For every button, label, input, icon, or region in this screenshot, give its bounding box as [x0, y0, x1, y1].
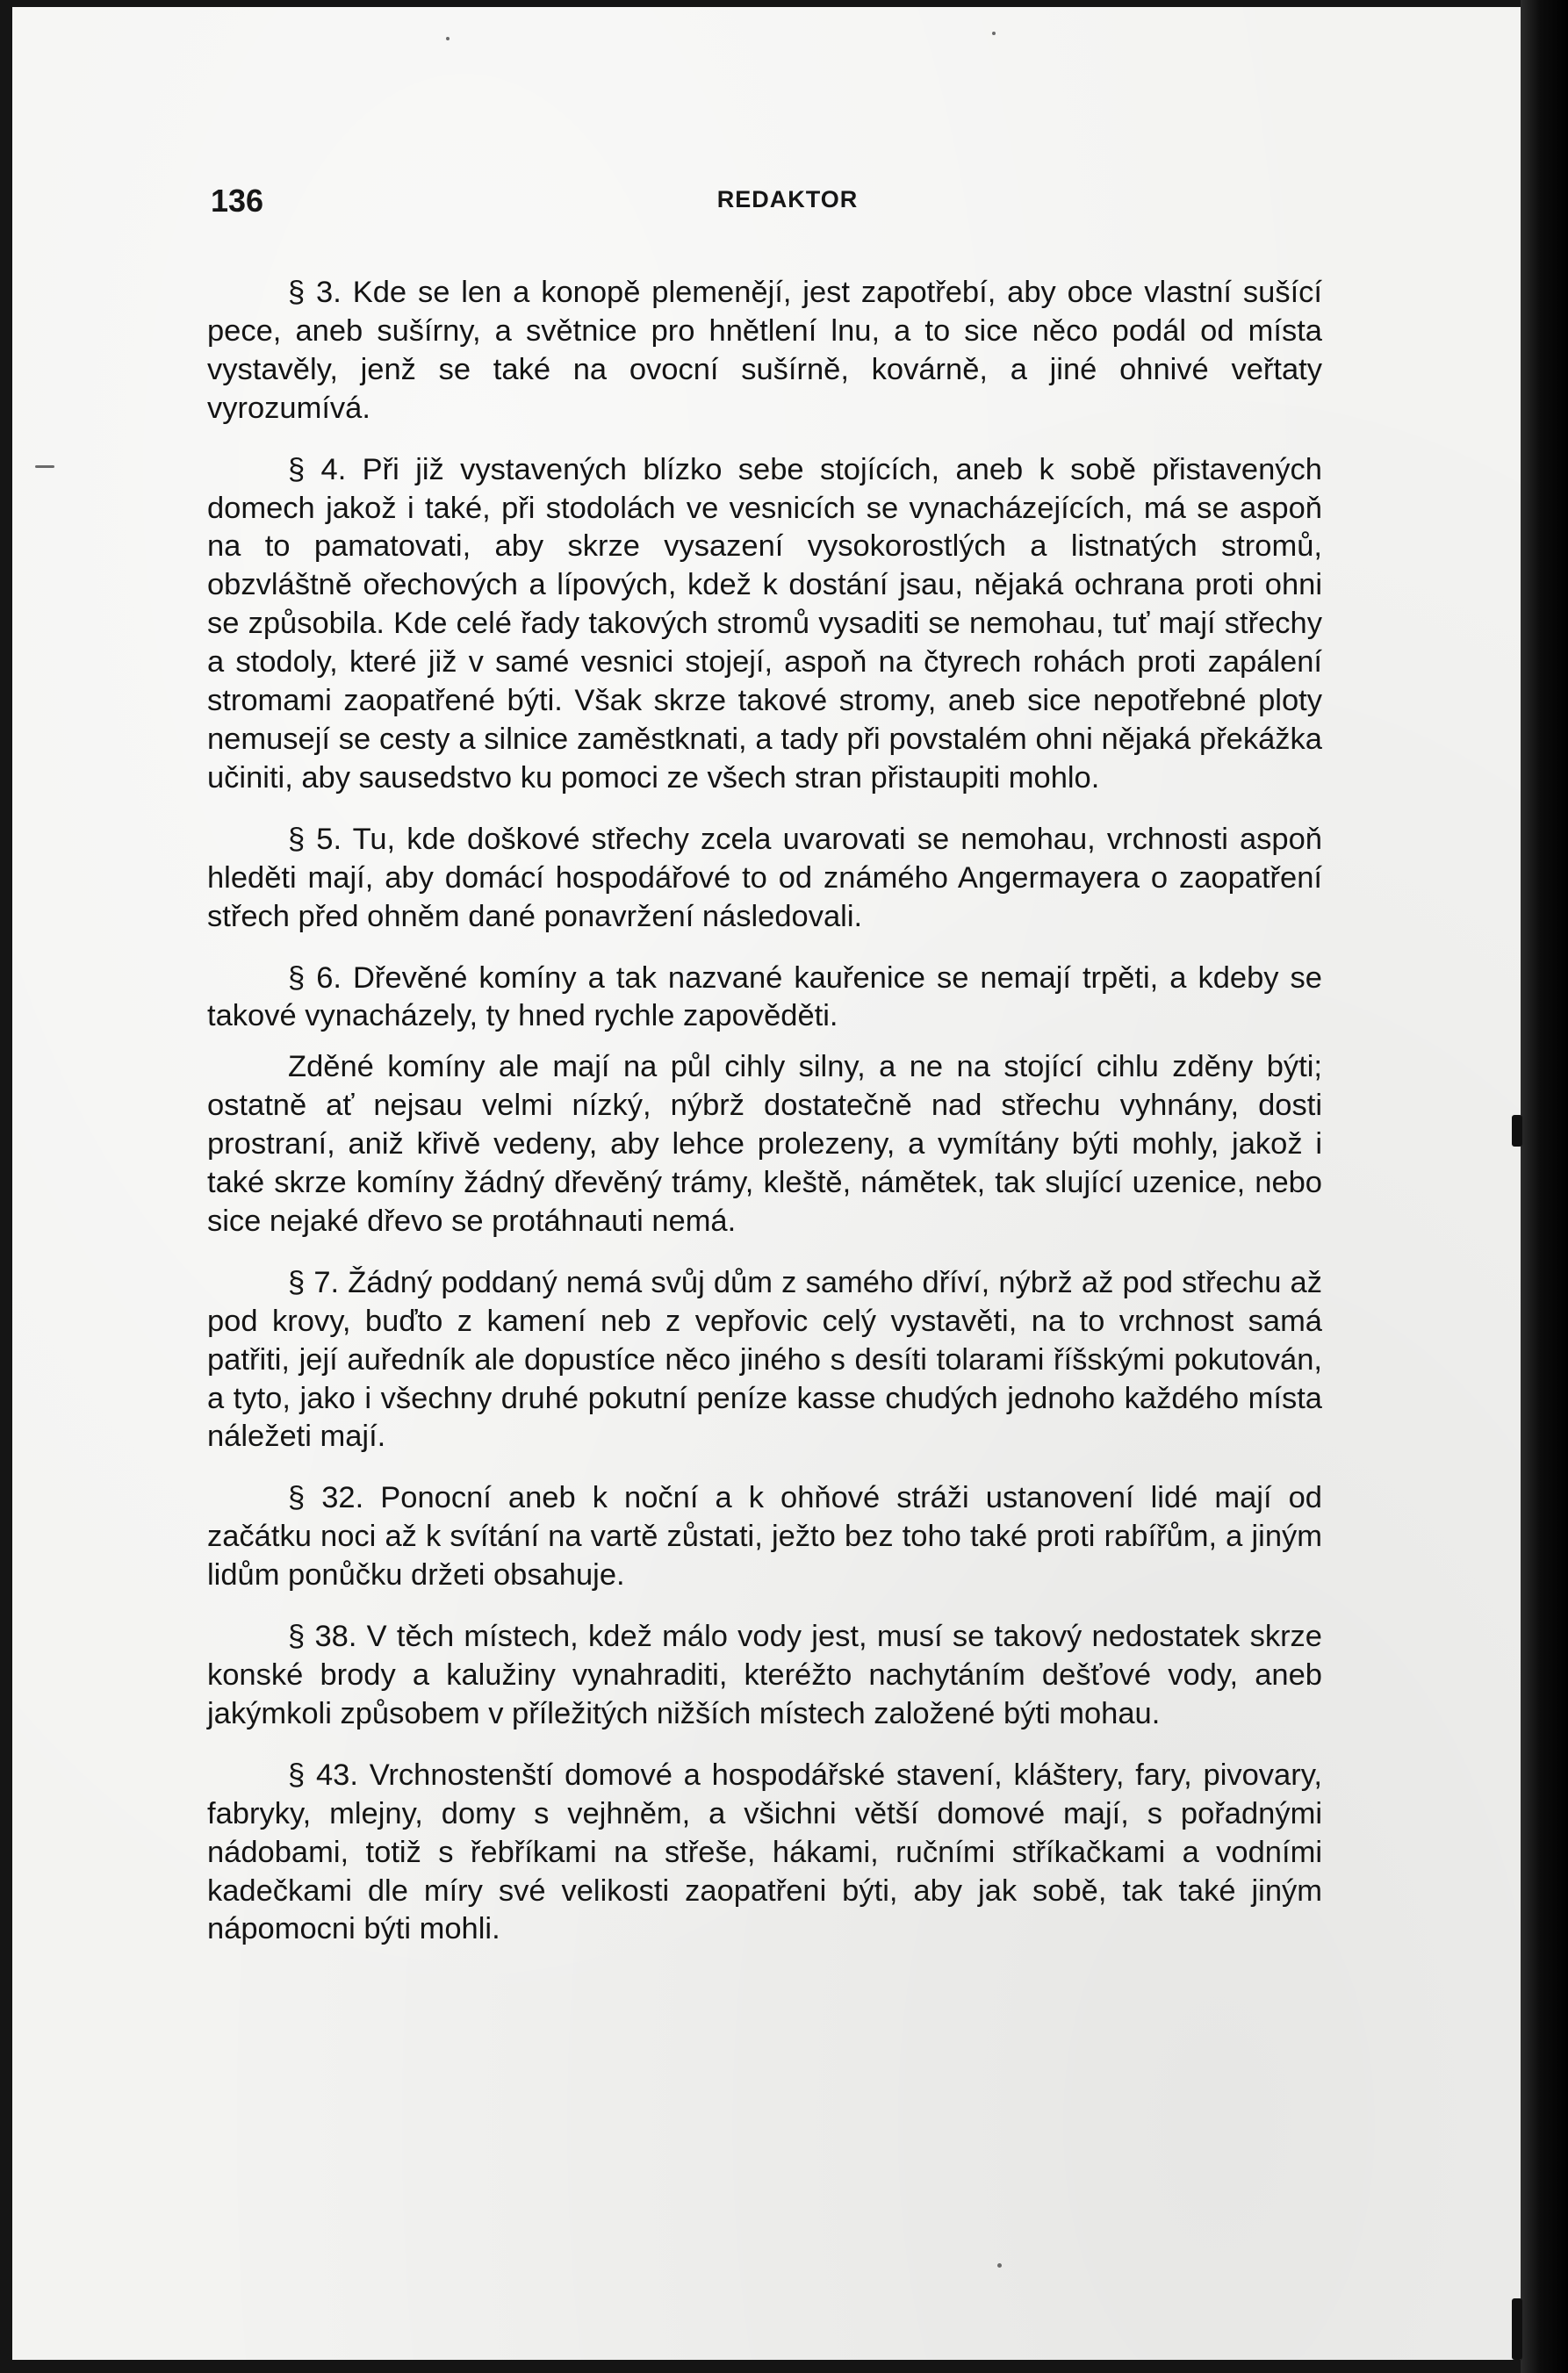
- binding-mark: [1512, 1115, 1522, 1147]
- paper-speck: [992, 32, 996, 35]
- paper-speck: [446, 37, 450, 40]
- page-number: 136: [211, 183, 264, 219]
- paragraph-section-3: § 3. Kde se len a konopě plemenějí, jest zapotřebí, aby obce vlastní sušící pece, aneb sušírny, a světnice pro hnětlení lnu, a to sice něco podál od místa vystavěly, jenž se také na ovocní sušírně, kovárně, a jiné ohnivé veřtaty vyrozumívá.: [207, 276, 1322, 425]
- running-header: [211, 183, 1334, 218]
- paragraph-section-38: § 38. V těch místech, kdež málo vody jest, musí se takový nedostatek skrze konské brody a kalužiny vynahraditi, kteréžto nachytáním dešťové vody, aneb jakýmkoli způsobem v příležitých nižších místech založené býti mohau.: [207, 1620, 1322, 1730]
- paragraph-section-6: § 6. Dřevěné komíny a tak nazvané kauřenice se nemají trpěti, a kdeby se takové vynacházely, ty hned rychle zapověděti.: [207, 960, 1322, 1033]
- scan-dark-edge: [1521, 0, 1568, 2373]
- paragraph-section-5: § 5. Tu, kde doškové střechy zcela uvarovati se nemohau, vrchnosti aspoň hleděti mají, aby domácí hospodářové to od známého Angermayera o zaopatření střech před ohněm dané ponavržení následovali.: [207, 822, 1322, 933]
- running-title: REDAKTOR: [716, 186, 859, 212]
- paragraph-section-43: § 43. Vrchnostenští domové a hospodářské stavení, kláštery, fary, pivovary, fabryky, mlejny, domy s vejhněm, a všichni větší domové mají, s pořadnými nádobami, totiž s řebříkami na střeše, hákami, ručními stříkačkami a vodními kadečkami dle míry své velikosti zaopatřeni býti, aby jak sobě, tak také jiným nápomocni býti mohli.: [207, 1758, 1322, 1946]
- paper-speck: [35, 465, 54, 468]
- paragraph-section-32: § 32. Ponocní aneb k noční a k ohňové stráži ustanovení lidé mají od začátku noci až k svítání na vartě zůstati, ježto bez toho také proti rabířům, a jiným lidům ponůčku držeti obsahuje.: [207, 1481, 1322, 1593]
- binding-mark: [1512, 2298, 1522, 2360]
- paragraph-section-7: § 7. Žádný poddaný nemá svůj dům z samého dříví, nýbrž až pod střechu až pod krovy, buďto z kamení neb z vepřovic celý vystavěti, na to vrchnost samá patřiti, její auředník ale dopustíce něco jiného s desíti tolarami říšskými pokutován, a tyto, jako i všechny druhé pokutní peníze kasse chudých jednoho každého místa náležeti mají.: [207, 1265, 1322, 1454]
- paragraph-chimneys: Zděné komíny ale mají na půl cihly silny, a ne na stojící cihlu zděny býti; ostatně ať nejsau velmi nízký, nýbrž dostatečně nad střechu vyhnány, dosti prostraní, aniž křivě vedeny, aby lehce prolezeny, a vymítány býti mohly, jakož i také skrze komíny žádný dřevěný trámy, kleště, námětek, tak slující uzenice, nebo sice nejaké dřevo se protáhnauti nemá.: [207, 1050, 1322, 1238]
- paragraph-section-4: § 4. Při již vystavených blízko sebe stojících, aneb k sobě přistavených domech jakož i také, při stodolách ve vesnicích se vynacházejících, má se aspoň na to pamatovati, aby skrze vysazení vysokorostlých a listnatých stromů, obzvláštně ořechových a lípových, kdež k dostání jsau, nějaká ochrana proti ohni se způsobila. Kde celé řady takových stromů vysaditi se nemohau, tuť mají střechy a stodoly, které již v samé vesnici stojejí, aspoň na čtyrech rohách proti zapálení stromami zaopatřené býti. Však skrze takové stromy, aneb sice nepotřebné ploty nemusejí se cesty a silnice zaměstknati, a tady při povstalém ohni nějaká překážka učiniti, aby sausedstvo ku pomoci ze všech stran přistaupiti mohlo.: [207, 452, 1322, 795]
- paper-speck: [997, 2263, 1002, 2268]
- body-text: [207, 274, 1322, 1972]
